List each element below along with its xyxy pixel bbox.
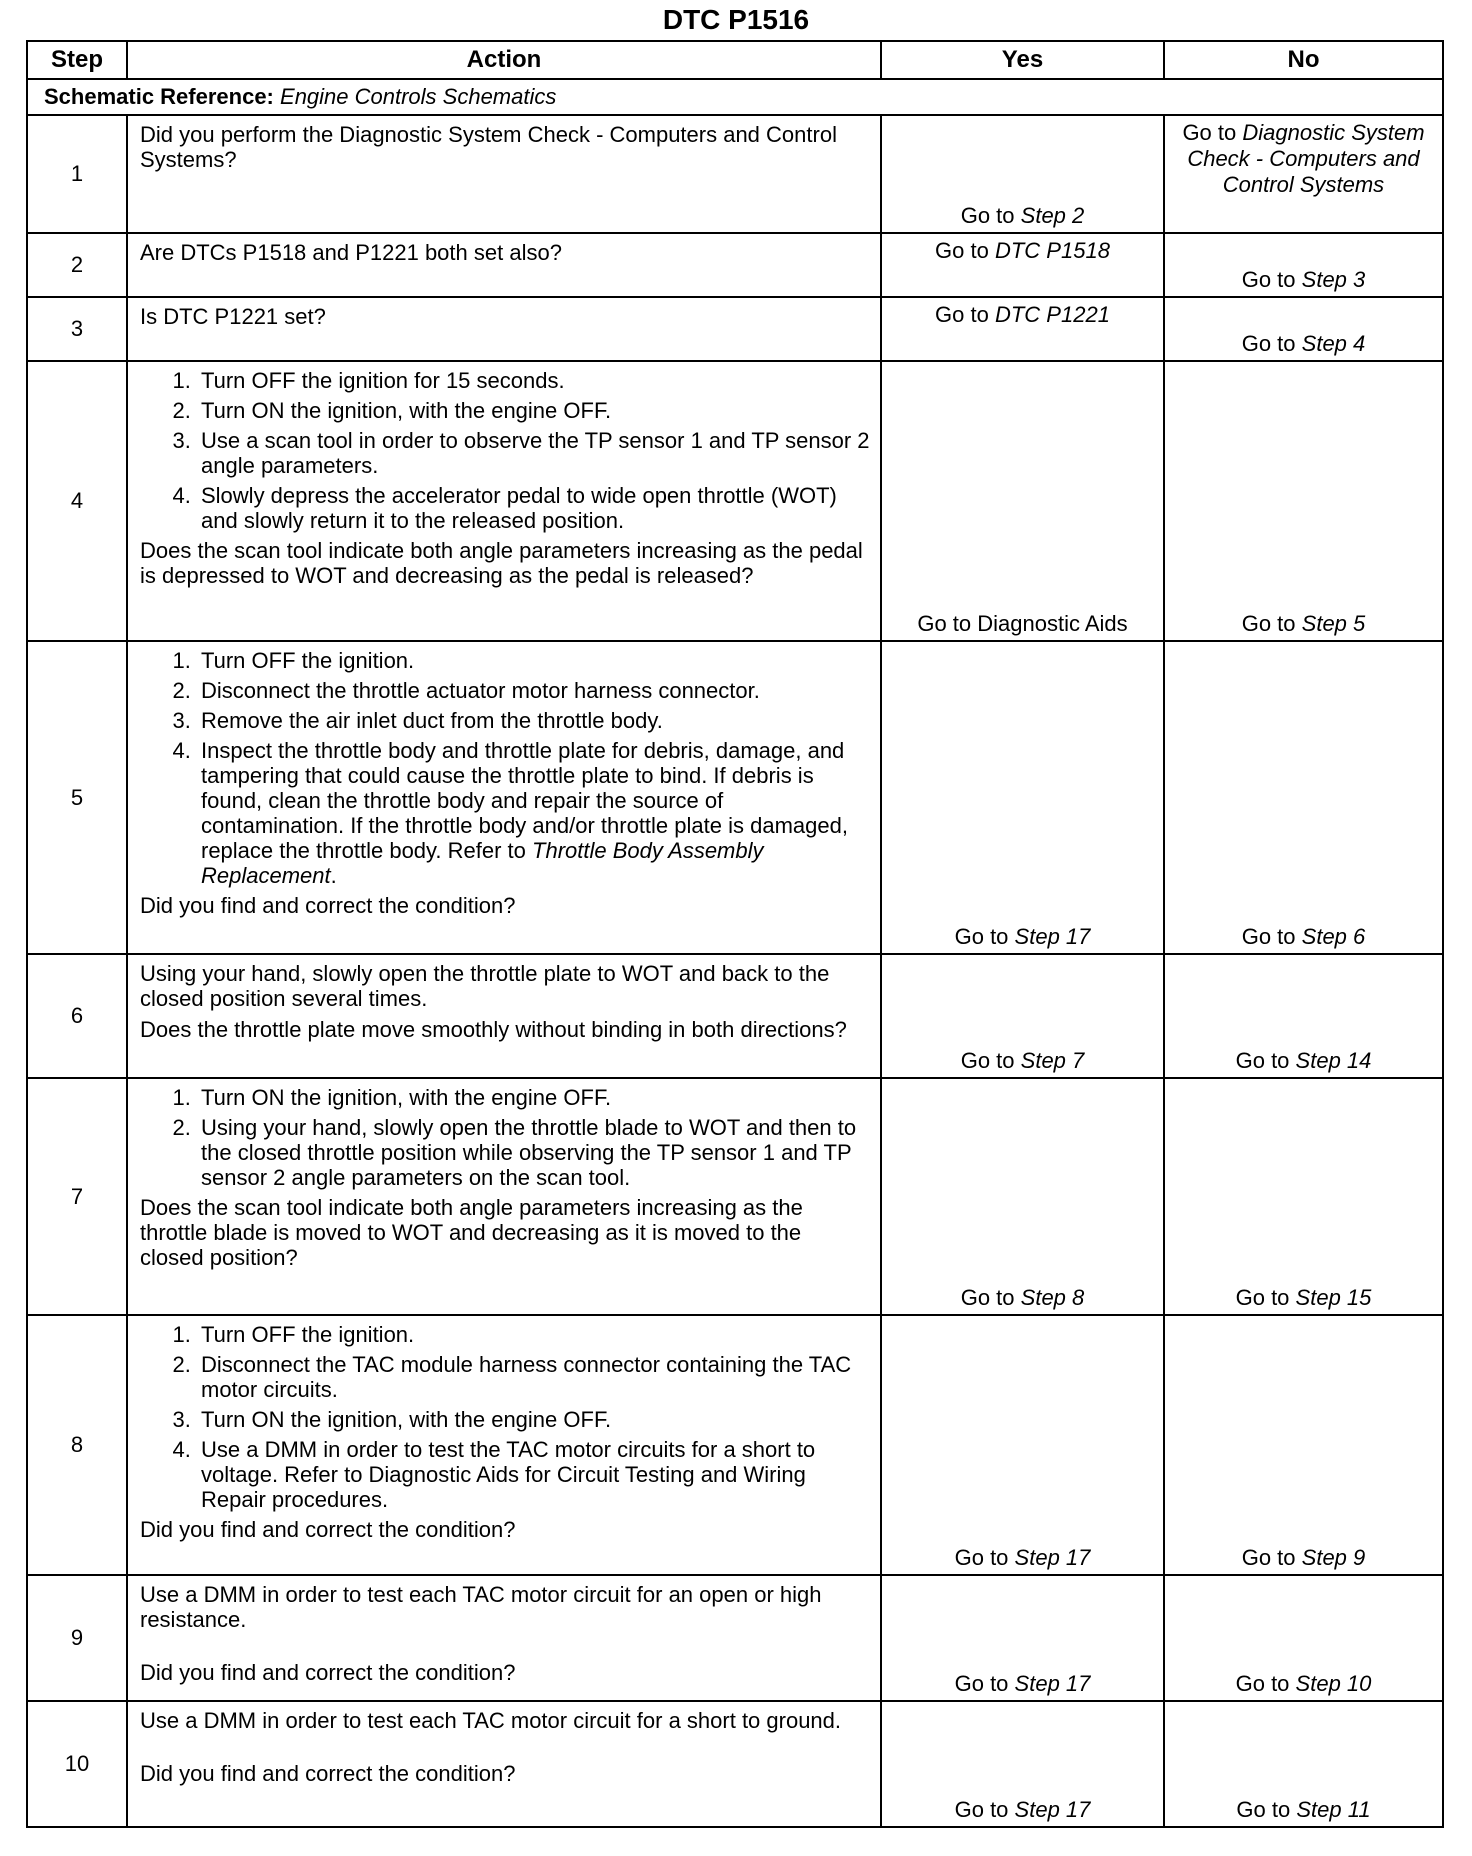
- procedure-item: 1. Turn OFF the ignition.: [197, 648, 870, 673]
- procedure-item: 3. Turn ON the ignition, with the engine OFF.: [197, 1407, 870, 1432]
- procedure-item: 1. Turn OFF the ignition.: [197, 1322, 870, 1347]
- no-cell: [1164, 233, 1443, 297]
- table-row: [27, 233, 1443, 297]
- goto-label: Go to: [954, 1545, 1009, 1570]
- no-cell: [1164, 115, 1443, 233]
- no-link[interactable]: Diagnostic System Check - Computers and Control Systems: [1187, 120, 1425, 197]
- no-link[interactable]: Step 6: [1301, 924, 1366, 949]
- yes-cell: [881, 115, 1164, 233]
- no-link[interactable]: Step 14: [1295, 1048, 1372, 1073]
- goto-label: Go to: [1235, 1048, 1290, 1073]
- yes-link[interactable]: Step 17: [1014, 1671, 1091, 1696]
- step-number: 10: [27, 1701, 127, 1827]
- yes-cell: [881, 1701, 1164, 1827]
- procedure-item: 1. Turn ON the ignition, with the engine OFF.: [197, 1085, 870, 1110]
- question-text: Did you perform the Diagnostic System Check - Computers and Control Systems?: [140, 122, 837, 172]
- table-row: [27, 1315, 1443, 1575]
- table-row: [27, 954, 1443, 1078]
- goto-label: Go to: [954, 1671, 1009, 1696]
- procedure-item: 4. Slowly depress the accelerator pedal to wide open throttle (WOT) and slowly return it to the released position.: [197, 483, 870, 533]
- table-row: [27, 1078, 1443, 1315]
- no-link[interactable]: Step 5: [1301, 611, 1366, 636]
- yes-link[interactable]: Step 17: [1014, 1545, 1091, 1570]
- goto-label: Go to: [1241, 331, 1296, 356]
- schematic-row: [27, 79, 1443, 115]
- question-text: Does the scan tool indicate both angle parameters increasing as the pedal is depressed to WOT and decreasing as the pedal is released?: [140, 538, 863, 588]
- procedure-item: 2. Using your hand, slowly open the throttle blade to WOT and then to the closed throttle position while observing the TP sensor 1 and TP sensor 2 angle parameters on the scan tool.: [197, 1115, 870, 1190]
- table-row: [27, 115, 1443, 233]
- procedure-list: [140, 1322, 870, 1512]
- goto-label: Go to: [935, 238, 989, 263]
- procedure-item: 4. Use a DMM in order to test the TAC motor circuits for a short to voltage. Refer to Diagnostic Aids for Circuit Testing and Wiring Repair procedures.: [197, 1437, 870, 1512]
- no-link[interactable]: Step 15: [1295, 1285, 1372, 1310]
- procedure-item-text: Inspect the throttle body and throttle plate for debris, damage, and tampering that could cause the throttle plate to bind. If debris is found, clean the throttle body and repair the source of contamination. If the throttle body and/or throttle plate is damaged, replace the throttle body. Refer to: [201, 738, 848, 863]
- no-cell: [1164, 361, 1443, 641]
- action-cell: [127, 1078, 881, 1315]
- yes-link[interactable]: Step 2: [1020, 203, 1085, 228]
- goto-label: Go to: [1236, 1797, 1291, 1822]
- step-number: 3: [27, 297, 127, 361]
- yes-link[interactable]: DTC P1518: [994, 238, 1110, 263]
- yes-cell: [881, 1315, 1164, 1575]
- action-cell: [127, 954, 881, 1078]
- header-action: Action: [127, 41, 881, 79]
- table-row: [27, 1701, 1443, 1827]
- action-cell: [127, 1701, 881, 1827]
- goto-label: Go to: [960, 203, 1015, 228]
- goto-label: Go to: [1235, 1671, 1290, 1696]
- no-link[interactable]: Step 10: [1295, 1671, 1372, 1696]
- goto-label: Go to: [954, 924, 1009, 949]
- step-number: 2: [27, 233, 127, 297]
- table-row: [27, 297, 1443, 361]
- yes-cell: [881, 297, 1164, 361]
- yes-link[interactable]: Step 17: [1014, 924, 1091, 949]
- action-cell: [127, 641, 881, 954]
- question-text: Did you find and correct the condition?: [140, 1761, 516, 1786]
- action-cell: [127, 1315, 881, 1575]
- no-cell: [1164, 297, 1443, 361]
- table-row: [27, 641, 1443, 954]
- throttle-body-replacement-link[interactable]: Throttle Body Assembly Replacement: [201, 838, 764, 888]
- no-link[interactable]: Step 11: [1296, 1797, 1371, 1822]
- yes-link[interactable]: DTC P1221: [994, 302, 1110, 327]
- yes-cell: [881, 1078, 1164, 1315]
- table-row: [27, 361, 1443, 641]
- question-text: Does the scan tool indicate both angle parameters increasing as the throttle blade is moved to WOT and decreasing as it is moved to the closed position?: [140, 1195, 803, 1270]
- goto-label: Go to: [1241, 267, 1296, 292]
- step-number: 6: [27, 954, 127, 1078]
- no-cell: [1164, 1078, 1443, 1315]
- header-no: No: [1164, 41, 1443, 79]
- header-step: Step: [27, 41, 127, 79]
- procedure-item: 2. Disconnect the TAC module harness connector containing the TAC motor circuits.: [197, 1352, 870, 1402]
- procedure-list: [140, 368, 870, 533]
- question-text: Did you find and correct the condition?: [140, 1660, 516, 1685]
- no-cell: [1164, 1575, 1443, 1701]
- action-cell: [127, 297, 881, 361]
- step-number: 8: [27, 1315, 127, 1575]
- schematic-reference: [27, 79, 1443, 115]
- no-cell: [1164, 954, 1443, 1078]
- procedure-item: 3. Remove the air inlet duct from the throttle body.: [197, 708, 870, 733]
- instruction-text: Use a DMM in order to test each TAC motor circuit for an open or high resistance.: [140, 1582, 822, 1632]
- action-cell: [127, 115, 881, 233]
- header-yes: Yes: [881, 41, 1164, 79]
- step-number: 5: [27, 641, 127, 954]
- page-title: DTC P1516: [662, 4, 810, 35]
- procedure-item: 3. Use a scan tool in order to observe the TP sensor 1 and TP sensor 2 angle parameters.: [197, 428, 870, 478]
- procedure-item: 1. Turn OFF the ignition for 15 seconds.: [197, 368, 870, 393]
- question-text: Did you find and correct the condition?: [140, 1517, 516, 1542]
- procedure-list: [140, 648, 870, 888]
- step-number: 7: [27, 1078, 127, 1315]
- table-row: [27, 1575, 1443, 1701]
- action-cell: [127, 1575, 881, 1701]
- procedure-list: [140, 1085, 870, 1190]
- step-number: 1: [27, 115, 127, 233]
- goto-label: Go to: [1241, 924, 1296, 949]
- action-cell: [127, 233, 881, 297]
- yes-cell: [881, 1575, 1164, 1701]
- goto-label: Go to: [1182, 120, 1237, 145]
- procedure-item: 2. Disconnect the throttle actuator motor harness connector.: [197, 678, 870, 703]
- goto-label: Go to: [1235, 1285, 1290, 1310]
- procedure-item: 4. Inspect the throttle body and throttle plate for debris, damage, and tampering that could cause the throttle plate to bind. If debris is found, clean the throttle body and repair the source of contamination. If the throttle body and/or throttle plate is damaged, replace the throttle body. Refer to Throttle Body Assembly Replacement.: [197, 738, 870, 888]
- yes-cell: [881, 641, 1164, 954]
- action-cell: [127, 361, 881, 641]
- goto-label: Go to: [1241, 1545, 1296, 1570]
- yes-link[interactable]: Step 7: [1020, 1048, 1085, 1073]
- goto-label: Go to: [954, 1797, 1009, 1822]
- yes-cell: [881, 954, 1164, 1078]
- schematic-label: Schematic Reference:: [44, 84, 274, 109]
- dtc-table: [26, 40, 1444, 1828]
- goto-label: Go to: [960, 1285, 1015, 1310]
- instruction-text: Using your hand, slowly open the throttle plate to WOT and back to the closed position several times.: [140, 961, 830, 1011]
- step-number: 9: [27, 1575, 127, 1701]
- instruction-text: Use a DMM in order to test each TAC motor circuit for a short to ground.: [140, 1708, 842, 1733]
- yes-cell: [881, 361, 1164, 641]
- no-link[interactable]: Step 9: [1301, 1545, 1366, 1570]
- step-number: 4: [27, 361, 127, 641]
- goto-label: Go to: [960, 1048, 1015, 1073]
- question-text: Are DTCs P1518 and P1221 both set also?: [140, 240, 562, 265]
- yes-cell: [881, 233, 1164, 297]
- no-link[interactable]: Step 3: [1301, 267, 1366, 292]
- goto-label: Go to: [1241, 611, 1296, 636]
- schematic-link[interactable]: Engine Controls Schematics: [280, 84, 557, 109]
- yes-text[interactable]: Go to Diagnostic Aids: [917, 611, 1128, 636]
- no-cell: [1164, 641, 1443, 954]
- yes-link[interactable]: Step 17: [1014, 1797, 1091, 1822]
- no-cell: [1164, 1315, 1443, 1575]
- procedure-item: 2. Turn ON the ignition, with the engine OFF.: [197, 398, 870, 423]
- question-text: Is DTC P1221 set?: [140, 304, 326, 329]
- question-text: Did you find and correct the condition?: [140, 893, 516, 918]
- no-cell: [1164, 1701, 1443, 1827]
- no-link[interactable]: Step 4: [1301, 331, 1366, 356]
- header-row: [27, 41, 1443, 79]
- goto-label: Go to: [935, 302, 989, 327]
- yes-link[interactable]: Step 8: [1020, 1285, 1085, 1310]
- question-text: Does the throttle plate move smoothly without binding in both directions?: [140, 1017, 847, 1042]
